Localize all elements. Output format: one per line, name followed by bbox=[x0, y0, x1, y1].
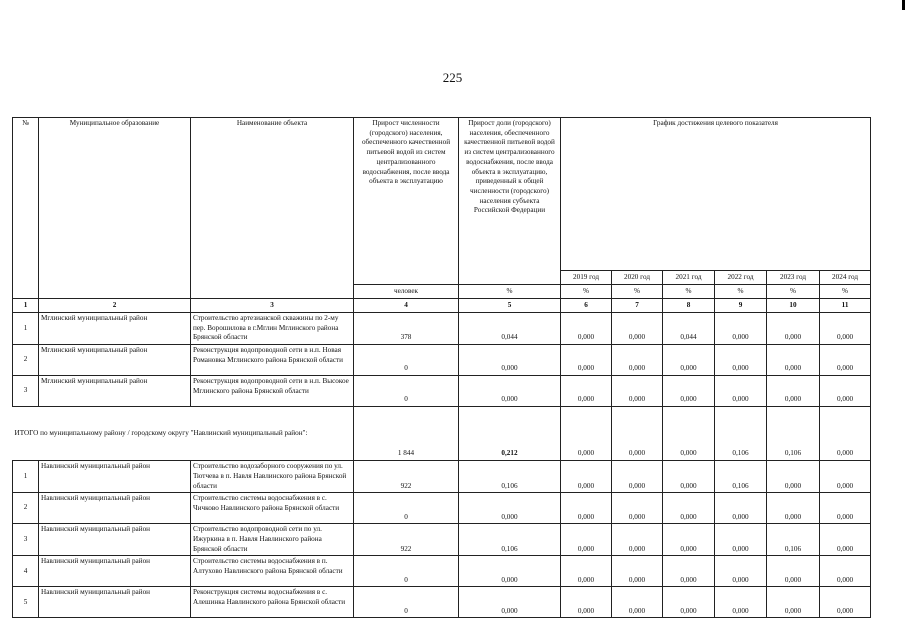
row-number: 1 bbox=[13, 461, 39, 493]
column-number: 10 bbox=[767, 299, 820, 313]
people-cell: 0 bbox=[354, 556, 459, 587]
year-value: 0,000 bbox=[612, 345, 663, 376]
year-value: 0,000 bbox=[715, 524, 767, 556]
year-value: 0,000 bbox=[715, 556, 767, 587]
header-row bbox=[13, 118, 871, 271]
total-people: 1 844 bbox=[354, 407, 459, 461]
table-row bbox=[13, 345, 871, 376]
year-value: 0,000 bbox=[663, 493, 715, 524]
year-value: 0,000 bbox=[561, 556, 612, 587]
year-cell: 2021 год bbox=[663, 271, 715, 285]
total-year-value: 0,000 bbox=[820, 407, 871, 461]
column-number: 7 bbox=[612, 299, 663, 313]
year-value: 0,106 bbox=[767, 524, 820, 556]
year-value: 0,000 bbox=[612, 587, 663, 618]
row-number: 2 bbox=[13, 345, 39, 376]
year-value: 0,000 bbox=[612, 376, 663, 407]
year-value: 0,000 bbox=[663, 587, 715, 618]
people-cell: 0 bbox=[354, 493, 459, 524]
table-row bbox=[13, 313, 871, 345]
year-value: 0,000 bbox=[820, 345, 871, 376]
header-object: Наименование объекта bbox=[191, 118, 354, 299]
year-value: 0,000 bbox=[820, 313, 871, 345]
year-value: 0,000 bbox=[767, 556, 820, 587]
column-number: 3 bbox=[191, 299, 354, 313]
unit-percent: % bbox=[561, 285, 612, 299]
year-value: 0,000 bbox=[820, 461, 871, 493]
year-value: 0,000 bbox=[767, 587, 820, 618]
year-value: 0,000 bbox=[612, 493, 663, 524]
row-number: 3 bbox=[13, 524, 39, 556]
people-cell: 922 bbox=[354, 461, 459, 493]
year-value: 0,000 bbox=[715, 313, 767, 345]
column-number: 2 bbox=[39, 299, 191, 313]
unit-percent: % bbox=[767, 285, 820, 299]
people-cell: 0 bbox=[354, 345, 459, 376]
page-number: 225 bbox=[442, 70, 463, 85]
year-value: 0,000 bbox=[767, 313, 820, 345]
year-value: 0,000 bbox=[561, 376, 612, 407]
year-value: 0,000 bbox=[820, 587, 871, 618]
year-value: 0,000 bbox=[663, 461, 715, 493]
municipality-cell: Мглинский муниципальный район bbox=[39, 376, 191, 407]
share-cell: 0,000 bbox=[459, 556, 561, 587]
year-value: 0,000 bbox=[663, 524, 715, 556]
total-year-value: 0,106 bbox=[715, 407, 767, 461]
year-value: 0,000 bbox=[820, 556, 871, 587]
year-value: 0,000 bbox=[663, 345, 715, 376]
share-cell: 0,000 bbox=[459, 493, 561, 524]
header-schedule: График достижения целевого показателя bbox=[561, 118, 871, 271]
object-cell: Реконструкция водопроводной сети в н.п. Высокое Мглинского района Брянской области bbox=[191, 376, 354, 407]
year-cell: 2019 год bbox=[561, 271, 612, 285]
column-number: 5 bbox=[459, 299, 561, 313]
unit-percent: % bbox=[663, 285, 715, 299]
year-value: 0,000 bbox=[561, 493, 612, 524]
year-cell: 2024 год bbox=[820, 271, 871, 285]
table-row bbox=[13, 461, 871, 493]
column-number: 1 bbox=[13, 299, 39, 313]
people-cell: 0 bbox=[354, 376, 459, 407]
unit-percent: % bbox=[715, 285, 767, 299]
object-cell: Строительство системы водоснабжения в с. Чичково Навлинского района Брянской области bbox=[191, 493, 354, 524]
year-value: 0,000 bbox=[663, 376, 715, 407]
row-number: 2 bbox=[13, 493, 39, 524]
object-cell: Строительство артезианской скважины по 2-му пер. Ворошилова в г.Мглин Мглинского района Брянской области bbox=[191, 313, 354, 345]
people-cell: 378 bbox=[354, 313, 459, 345]
year-value: 0,000 bbox=[561, 587, 612, 618]
share-cell: 0,000 bbox=[459, 376, 561, 407]
year-value: 0,000 bbox=[663, 556, 715, 587]
object-cell: Строительство водозаборного сооружения по ул. Тютчева в п. Навля Навлинского района Брянской области bbox=[191, 461, 354, 493]
total-year-value: 0,000 bbox=[663, 407, 715, 461]
unit-percent: % bbox=[820, 285, 871, 299]
year-value: 0,000 bbox=[612, 556, 663, 587]
year-value: 0,000 bbox=[561, 313, 612, 345]
header-no: № bbox=[13, 118, 39, 299]
table-row bbox=[13, 524, 871, 556]
year-value: 0,000 bbox=[767, 345, 820, 376]
year-value: 0,000 bbox=[715, 493, 767, 524]
table-row bbox=[13, 493, 871, 524]
people-cell: 922 bbox=[354, 524, 459, 556]
year-value: 0,000 bbox=[820, 524, 871, 556]
share-cell: 0,044 bbox=[459, 313, 561, 345]
unit-percent: % bbox=[459, 285, 561, 299]
object-cell: Реконструкция системы водоснабжения в с. Алешинка Навлинского района Брянской области bbox=[191, 587, 354, 618]
year-value: 0,000 bbox=[561, 461, 612, 493]
year-value: 0,000 bbox=[612, 461, 663, 493]
row-number: 5 bbox=[13, 587, 39, 618]
total-share: 0,212 bbox=[459, 407, 561, 461]
municipality-cell: Навлинский муниципальный район bbox=[39, 493, 191, 524]
year-value: 0,000 bbox=[767, 461, 820, 493]
year-value: 0,000 bbox=[715, 587, 767, 618]
column-number: 8 bbox=[663, 299, 715, 313]
column-number: 11 bbox=[820, 299, 871, 313]
target-indicator-table bbox=[12, 117, 871, 618]
share-cell: 0,000 bbox=[459, 587, 561, 618]
column-number: 4 bbox=[354, 299, 459, 313]
municipality-cell: Навлинский муниципальный район bbox=[39, 461, 191, 493]
year-value: 0,000 bbox=[612, 524, 663, 556]
municipality-cell: Мглинский муниципальный район bbox=[39, 313, 191, 345]
unit-people: человек bbox=[354, 285, 459, 299]
year-value: 0,044 bbox=[663, 313, 715, 345]
total-year-value: 0,000 bbox=[561, 407, 612, 461]
total-year-value: 0,000 bbox=[612, 407, 663, 461]
total-row bbox=[13, 407, 871, 461]
row-number: 1 bbox=[13, 313, 39, 345]
total-label: ИТОГО по муниципальному району / городскому округу "Навлинский муниципальный район": bbox=[13, 407, 354, 461]
year-value: 0,000 bbox=[767, 493, 820, 524]
column-number: 9 bbox=[715, 299, 767, 313]
year-value: 0,000 bbox=[612, 313, 663, 345]
table-row bbox=[13, 556, 871, 587]
year-cell: 2023 год bbox=[767, 271, 820, 285]
header-share-growth: Прирост доли (городского) населения, обеспеченного качественной питьевой водой из систем централизованного водоснабжения, после ввода объекта в эксплуатацию, приведенный к общей численности (городского) населения субъекта Российской Федерации bbox=[459, 118, 561, 285]
year-value: 0,000 bbox=[767, 376, 820, 407]
column-numbers-row bbox=[13, 299, 871, 313]
people-cell: 0 bbox=[354, 587, 459, 618]
share-cell: 0,106 bbox=[459, 524, 561, 556]
year-cell: 2022 год bbox=[715, 271, 767, 285]
row-number: 4 bbox=[13, 556, 39, 587]
table-row bbox=[13, 376, 871, 407]
unit-percent: % bbox=[612, 285, 663, 299]
year-value: 0,000 bbox=[715, 376, 767, 407]
header-municipality: Муниципальное образование bbox=[39, 118, 191, 299]
table-row bbox=[13, 587, 871, 618]
municipality-cell: Навлинский муниципальный район bbox=[39, 556, 191, 587]
object-cell: Строительство водопроводной сети по ул. Ижуркина в п. Навля Навлинского района Брянской области bbox=[191, 524, 354, 556]
row-number: 3 bbox=[13, 376, 39, 407]
year-value: 0,000 bbox=[820, 493, 871, 524]
year-value: 0,000 bbox=[820, 376, 871, 407]
municipality-cell: Навлинский муниципальный район bbox=[39, 524, 191, 556]
header-pop-growth: Прирост численности (городского) населения, обеспеченного качественной питьевой водой из систем централизованного водоснабжения, после ввода объекта в эксплуатацию bbox=[354, 118, 459, 285]
year-value: 0,000 bbox=[561, 524, 612, 556]
object-cell: Реконструкция водопроводной сети в н.п. Новая Романовка Мглинского района Брянской области bbox=[191, 345, 354, 376]
total-year-value: 0,106 bbox=[767, 407, 820, 461]
year-value: 0,000 bbox=[715, 345, 767, 376]
year-value: 0,000 bbox=[561, 345, 612, 376]
municipality-cell: Мглинский муниципальный район bbox=[39, 345, 191, 376]
year-cell: 2020 год bbox=[612, 271, 663, 285]
object-cell: Строительство системы водоснабжения в п. Алтухово Навлинского района Брянской области bbox=[191, 556, 354, 587]
share-cell: 0,000 bbox=[459, 345, 561, 376]
share-cell: 0,106 bbox=[459, 461, 561, 493]
year-value: 0,106 bbox=[715, 461, 767, 493]
column-number: 6 bbox=[561, 299, 612, 313]
municipality-cell: Навлинский муниципальный район bbox=[39, 587, 191, 618]
